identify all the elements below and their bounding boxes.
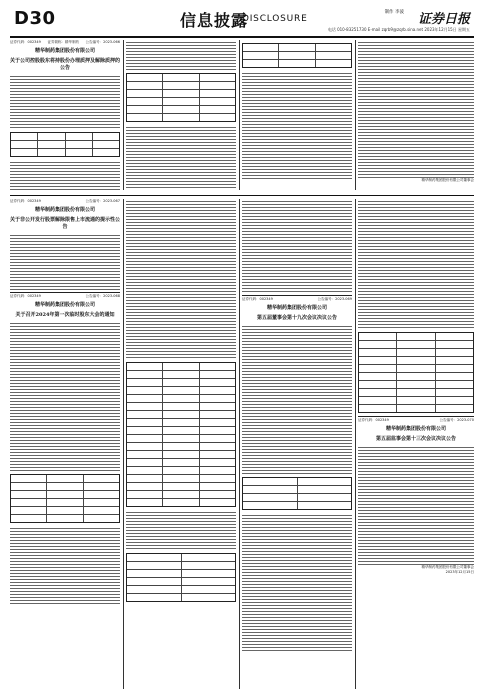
body-text: [242, 71, 352, 181]
notice-code-line: 证券代码：002349 公告编号：2023-068: [10, 294, 120, 298]
body-text: [126, 40, 236, 70]
holders-table: [242, 43, 352, 68]
resolution-table: [358, 332, 474, 413]
signature: 精华制药集团股份有限公司董事会: [421, 565, 474, 569]
body-text: [126, 199, 236, 359]
body-text: [126, 125, 236, 190]
contact-line: 电话 010-83251730 E-mail zqrb9@zqrb.sina.net 2023年12月15日 星期五: [327, 27, 470, 32]
company-name: 精华制药集团股份有限公司: [34, 48, 95, 54]
agenda-table: [126, 362, 236, 507]
body-text: [358, 445, 474, 565]
text-column-upper-2: [126, 40, 236, 190]
notice-body: [10, 321, 120, 471]
company-name: 精华制药集团股份有限公司: [34, 302, 95, 308]
text-column-lower-2: [126, 199, 236, 689]
page-header: [10, 6, 474, 38]
notice-body-cont: [10, 160, 120, 190]
notice-code-line: 证券代码：002349 公告编号：2023-069: [242, 297, 352, 301]
company-name: 精华制药集团股份有限公司: [266, 305, 327, 311]
notice-title: 第五届监事会第十三次会议决议公告: [375, 436, 456, 442]
text-column-lower-3: [242, 199, 352, 689]
proposal-table: [10, 474, 120, 523]
notice-title: 关于非公开发行股票解除限售上市流通的提示性公告: [10, 217, 120, 230]
edition-info: 制作 李波: [384, 10, 404, 15]
section-title-en: DISCLOSURE: [242, 14, 308, 24]
notice-code-line: 证券代码：002349 公告编号：2023-067: [10, 199, 120, 203]
notice-body-cont: [10, 526, 120, 606]
notice-title: 第五届董事会第十九次会议决议公告: [256, 315, 337, 321]
body-text: [358, 40, 474, 178]
newspaper-logo: 证券日报: [417, 12, 470, 27]
election-table: [242, 477, 352, 510]
page-number: D30: [14, 8, 56, 29]
signature: 精华制药集团股份有限公司董事会: [421, 178, 474, 182]
notice-title: 关于公司控股股东将持股份办理质押及解除质押的公告: [10, 58, 120, 71]
company-name: 精华制药集团股份有限公司: [34, 207, 95, 213]
body-text: [126, 510, 236, 550]
section-title: 信息披露: [180, 11, 249, 30]
shareholding-table: [126, 73, 236, 122]
notice-body: [10, 233, 120, 291]
pledge-table: [10, 132, 120, 157]
date: 2023年12月15日: [445, 570, 474, 574]
notice-code-line: 证券代码：002349 公告编号：2023-070: [358, 418, 474, 422]
notice-code-line: 证券代码：002349 证券简称：精华制药 公告编号：2023-066: [10, 40, 120, 44]
notice-column-left: [10, 199, 120, 689]
voting-table: [126, 553, 236, 602]
notice-body: [10, 74, 120, 129]
company-name: 精华制药集团股份有限公司: [385, 426, 446, 432]
body-text: [242, 199, 352, 294]
text-column-upper-4: [358, 40, 474, 190]
body-text: [242, 324, 352, 474]
text-column-lower-4: [358, 199, 474, 689]
notice-title: 关于召开2024年第一次临时股东大会的通知: [15, 312, 115, 318]
body-text: [358, 199, 474, 329]
body-text: [242, 513, 352, 653]
notice-block-1: [10, 40, 120, 190]
text-column-upper-3: [242, 40, 352, 190]
